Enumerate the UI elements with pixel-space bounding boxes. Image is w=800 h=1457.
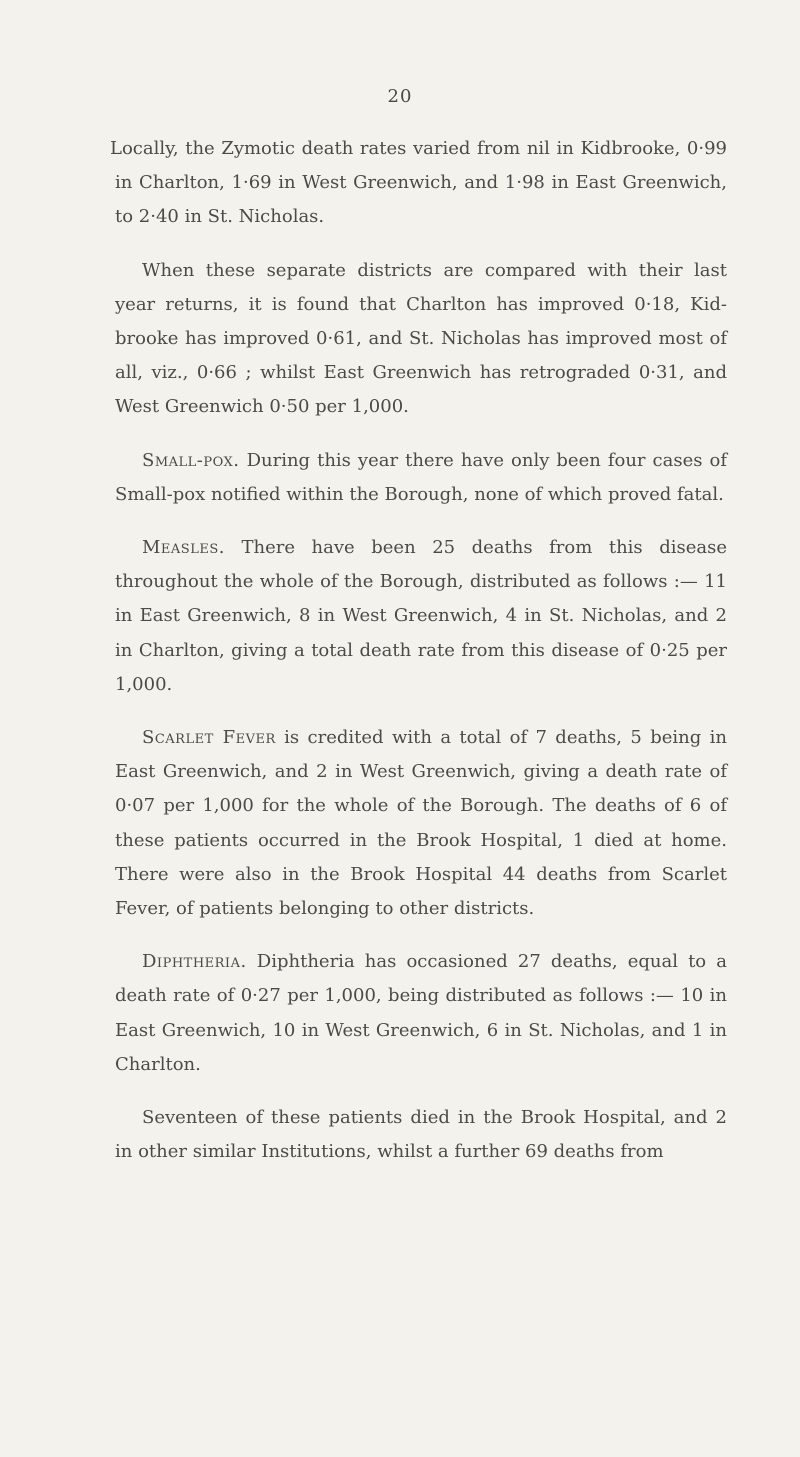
- paragraph-scarlet-fever: [115, 721, 727, 926]
- paragraph-text: Seventeen of these patients died in the Brook Hospital, and 2 in other similar Institutions, whilst a further 69 deaths from: [115, 1107, 727, 1163]
- section-heading-scarlet-fever: Scarlet Fever: [142, 727, 276, 749]
- paragraph-diphtheria: [115, 945, 727, 1082]
- paragraph-brook-hospital: [115, 1101, 727, 1169]
- section-heading-measles: Measles.: [142, 537, 225, 559]
- page-number: 20: [387, 86, 413, 107]
- body-text: [110, 132, 727, 1188]
- paragraph-measles: [115, 531, 727, 702]
- section-heading-diphtheria: Diphtheria.: [142, 951, 247, 973]
- paragraph-zymotic-rates: [110, 132, 727, 235]
- section-heading-small-pox: Small-pox.: [142, 449, 240, 471]
- paragraph-text: Diphtheria has occasioned 27 deaths, equal to a death rate of 0·27 per 1,000, being distributed as follows :— 10 in East Greenwich, 10 in West Greenwich, 6 in St. Nicholas, and 1 in Charlton.: [115, 951, 727, 1075]
- paragraph-district-comparison: [115, 254, 727, 425]
- paragraph-text: During this year there have only been four cases of Small-pox notified within the Borough, none of which proved fatal.: [115, 449, 727, 505]
- paragraph-small-pox: [115, 444, 727, 512]
- paragraph-text: When these separate districts are compared with their last year returns, it is found that Charlton has improved 0·18, Kidbrooke has improved 0·61, and St. Nicholas has improved most of all, viz., 0·66 ; whilst East Greenwich has retrograded 0·31, and West Greenwich 0·50 per 1,000.: [115, 259, 727, 418]
- paragraph-text: is credited with a total of 7 deaths, 5 being in East Greenwich, and 2 in West Greenwich, giving a death rate of 0·07 per 1,000 for the whole of the Borough. The deaths of 6 of these patients occurred in the Brook Hospital, 1 died at home. There were also in the Brook Hospital 44 deaths from Scarlet Fever, of patients belonging to other districts.: [115, 727, 727, 920]
- paragraph-text: Locally, the Zymotic death rates varied from nil in Kidbrooke, 0·99 in Charlton, 1·69 in West Greenwich, and 1·98 in East Greenwich, to 2·40 in St. Nicholas.: [110, 138, 727, 228]
- paragraph-text: There have been 25 deaths from this disease throughout the whole of the Borough, distributed as follows :— 11 in East Greenwich, 8 in West Greenwich, 4 in St. Nicholas, and 2 in Charlton, giving a total death rate from this disease of 0·25 per 1,000.: [115, 537, 727, 695]
